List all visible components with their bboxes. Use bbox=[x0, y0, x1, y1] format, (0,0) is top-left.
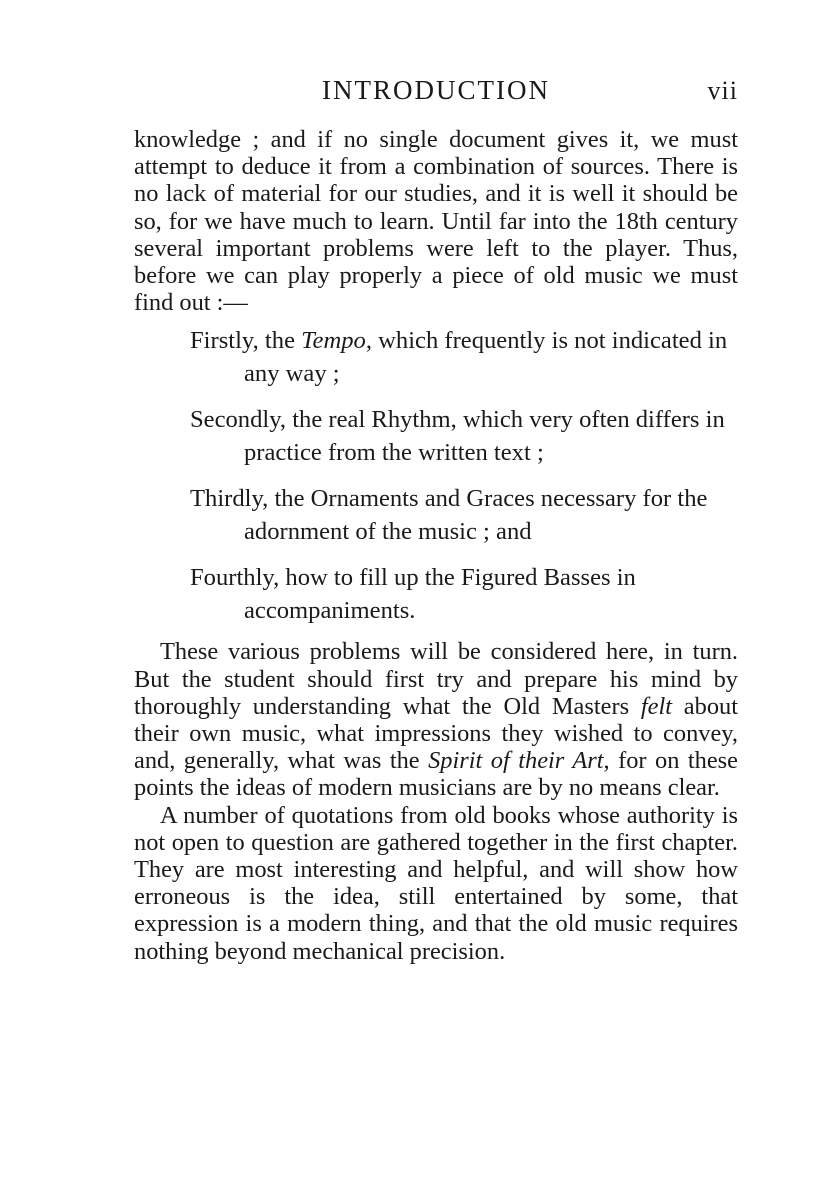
paragraph-problems-part-2: about their own music, what impressions they wished to convey, and, generally, what was the bbox=[134, 692, 738, 775]
problems-list bbox=[134, 324, 738, 627]
list-item-figured-basses: Fourthly, how to fill up the Figured Basses in accompaniments. bbox=[190, 564, 636, 625]
list-item-tempo-before: Firstly, the bbox=[190, 327, 302, 355]
paragraph-problems-emphasis-spirit: Spirit of their Art bbox=[428, 747, 604, 775]
paragraph-quotations: A number of quotations from old books whose authority is not open to question are gathered together in the first chapter. They are most interesting and helpful, and will show how erroneous is the idea, still entertained by some, that expression is a modern thing, and that the old music requires nothing beyond mechanical precision. bbox=[134, 801, 738, 965]
chapter-title: INTRODUCTION bbox=[322, 75, 550, 105]
list-item-ornaments: Thirdly, the Ornaments and Graces necessary for the adornment of the music ; and bbox=[190, 485, 708, 546]
paragraph-problems bbox=[134, 638, 738, 801]
list-item-rhythm: Secondly, the real Rhythm, which very often differs in practice from the written text ; bbox=[190, 406, 725, 467]
book-page bbox=[134, 70, 738, 965]
paragraph-problems-part-1: These various problems will be considered here, in turn. But the student should first try and prepare his mind by thoroughly understanding what the Old Masters bbox=[134, 638, 738, 720]
paragraph-continuation: knowledge ; and if no single document gives it, we must attempt to deduce it from a combination of sources. There is no lack of material for our studies, and it is well it should be so, for we have much to learn. Until far into the 18th century several important problems were left to the player. Thus, before we can play properly a piece of old music we must find out :— bbox=[134, 126, 738, 317]
paragraph-problems-part-3: , for on these points the ideas of modern musicians are by no means clear. bbox=[134, 747, 738, 802]
list-item-tempo-emphasis: Tempo bbox=[301, 327, 366, 355]
running-head bbox=[134, 70, 738, 114]
page-number: vii bbox=[707, 76, 738, 105]
paragraph-problems-emphasis-felt: felt bbox=[640, 692, 673, 720]
body-text bbox=[134, 126, 738, 965]
list-item-tempo bbox=[190, 324, 738, 390]
list-item-tempo-after: , which frequently is not indicated in any way ; bbox=[244, 327, 728, 388]
